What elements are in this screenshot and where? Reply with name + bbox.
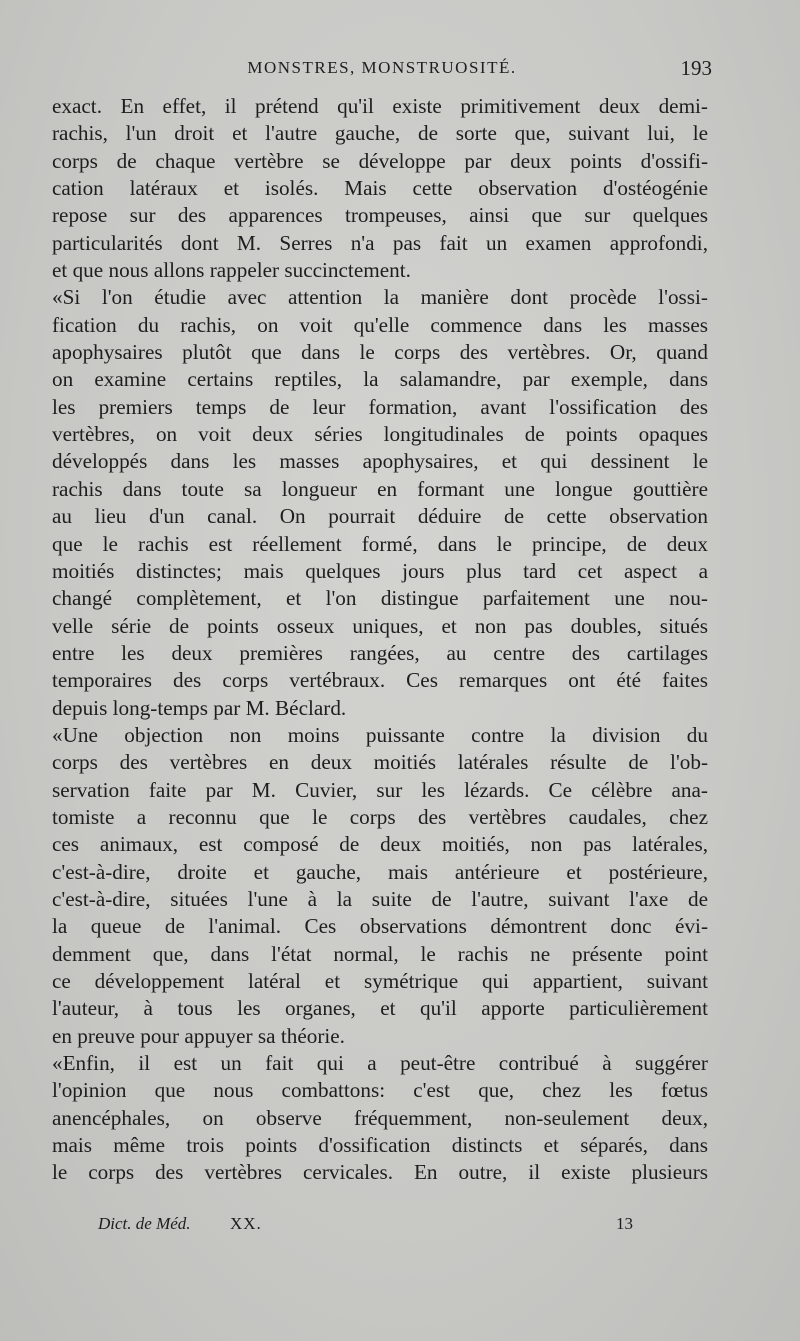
text-line: fication du rachis, on voit qu'elle commence dans les masses xyxy=(52,312,708,337)
text-line: et que nous allons rappeler succinctement. xyxy=(52,258,411,283)
body-text xyxy=(52,93,708,1187)
text-line: développés dans les masses apophysaires, et qui dessinent le xyxy=(52,449,708,474)
text-line: que le rachis est réellement formé, dans le principe, de deux xyxy=(52,531,708,556)
text-line: les premiers temps de leur formation, avant l'ossification des xyxy=(52,394,708,419)
text-line: ce développement latéral et symétrique qui appartient, suivant xyxy=(52,969,708,993)
text-line: ces animaux, est composé de deux moitiés, non pas latérales, xyxy=(52,832,708,857)
text-line: temporaires des corps vertébraux. Ces remarques ont été faites xyxy=(52,668,708,693)
text-line: entre les deux premières rangées, au centre des cartilages xyxy=(52,640,708,665)
text-line: exact. En effet, il prétend qu'il existe primitivement deux demi- xyxy=(52,94,708,118)
text-line: depuis long-temps par M. Béclard. xyxy=(52,695,347,720)
text-line: vertèbres, on voit deux séries longitudinales de points opaques xyxy=(52,422,708,447)
text-line: rachis dans toute sa longueur en formant une longue gouttière xyxy=(52,476,708,501)
text-line: cation latéraux et isolés. Mais cette observation d'ostéogénie xyxy=(52,176,708,201)
text-line: l'auteur, à tous les organes, et qu'il apporte particulièrement xyxy=(52,996,708,1021)
text-line: l'opinion que nous combattons: c'est que, chez les fœtus xyxy=(52,1078,708,1103)
text-line: en preuve pour appuyer sa théorie. xyxy=(52,1023,345,1048)
text-line: «Enfin, il est un fait qui a peut-être contribué à suggérer xyxy=(52,1051,708,1076)
text-line: servation faite par M. Cuvier, sur les lézards. Ce célèbre ana- xyxy=(52,777,708,802)
page-footer xyxy=(52,1214,652,1238)
text-line: demment que, dans l'état normal, le rachis ne présente point xyxy=(52,941,708,966)
page-header xyxy=(52,58,712,84)
text-line: rachis, l'un droit et l'autre gauche, de sorte que, suivant lui, le xyxy=(52,121,708,146)
volume-number: XX. xyxy=(230,1214,262,1233)
text-line: on examine certains reptiles, la salamandre, par exemple, dans xyxy=(52,367,708,392)
text-line: c'est-à-dire, droite et gauche, mais antérieure et postérieure, xyxy=(52,859,708,884)
source-reference: Dict. de Méd. xyxy=(98,1214,191,1233)
text-line: mais même trois points d'ossification distincts et séparés, dans xyxy=(52,1133,708,1158)
text-line: la queue de l'animal. Ces observations démontrent donc évi- xyxy=(52,914,708,939)
text-line: repose sur des apparences trompeuses, ainsi que sur quelques xyxy=(52,203,708,228)
text-line: le corps des vertèbres cervicales. En outre, il existe plusieurs xyxy=(52,1160,708,1185)
text-line: corps des vertèbres en deux moitiés latérales résulte de l'ob- xyxy=(52,750,708,775)
text-line: anencéphales, on observe fréquemment, non-seulement deux, xyxy=(52,1105,708,1130)
text-line: particularités dont M. Serres n'a pas fait un examen approfondi, xyxy=(52,230,708,255)
signature-mark: 13 xyxy=(616,1214,633,1233)
text-line: «Une objection non moins puissante contre la division du xyxy=(52,722,708,747)
text-line: changé complètement, et l'on distingue parfaitement une nou- xyxy=(52,586,708,611)
page-number: 193 xyxy=(680,56,712,80)
text-line: tomiste a reconnu que le corps des vertèbres caudales, chez xyxy=(52,804,708,829)
text-line: corps de chaque vertèbre se développe par deux points d'ossifi- xyxy=(52,148,708,173)
text-line: apophysaires plutôt que dans le corps des vertèbres. Or, quand xyxy=(52,340,708,365)
text-line: moitiés distinctes; mais quelques jours plus tard cet aspect a xyxy=(52,558,708,583)
text-line: c'est-à-dire, situées l'une à la suite de l'autre, suivant l'axe de xyxy=(52,886,708,911)
text-line: au lieu d'un canal. On pourrait déduire de cette observation xyxy=(52,504,708,529)
running-title: MONSTRES, MONSTRUOSITÉ. xyxy=(247,58,517,77)
text-line: «Si l'on étudie avec attention la manière dont procède l'ossi- xyxy=(52,285,708,310)
text-line: velle série de points osseux uniques, et non pas doubles, situés xyxy=(52,613,708,638)
